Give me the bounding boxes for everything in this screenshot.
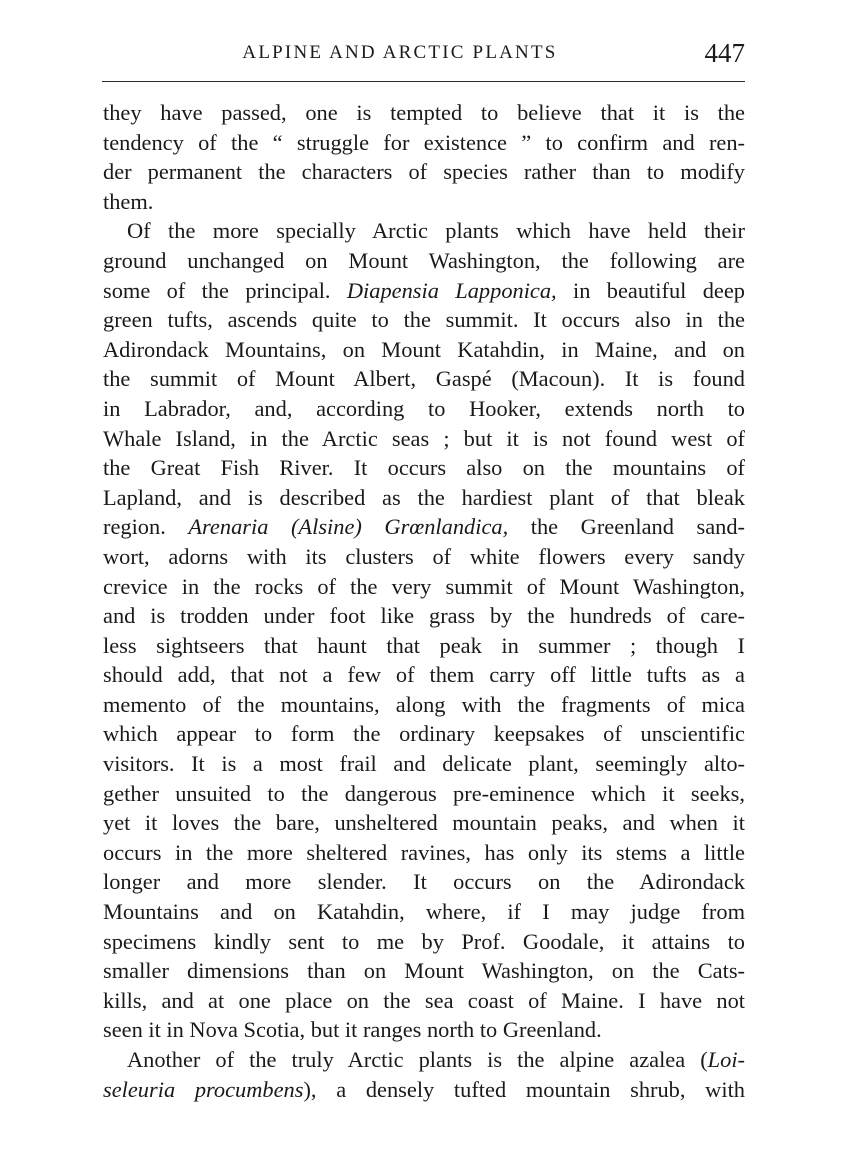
text-line: Of the more specially Arctic plants which have held their [127, 218, 745, 244]
text-line: gether unsuited to the dangerous pre-eminence which it seeks, [103, 780, 745, 806]
text-line: specimens kindly sent to me by Prof. Goodale, it attains to [103, 928, 745, 954]
running-head [100, 38, 745, 78]
text-line: memento of the mountains, along with the fragments of mica [103, 691, 745, 717]
text-line: longer and more slender. It occurs on the Adirondack [103, 869, 745, 895]
text-line: should add, that not a few of them carry off little tufts as a [103, 662, 745, 688]
text-line: tendency of the “ struggle for existence ” to confirm and ren- [103, 129, 745, 155]
text-line: smaller dimensions than on Mount Washington, on the Cats- [103, 958, 745, 984]
text-line: they have passed, one is tempted to believe that it is the [103, 100, 745, 125]
text-line: seleuria procumbens), a densely tufted mountain shrub, with [103, 1076, 745, 1102]
page-number: 447 [704, 38, 745, 68]
text-line: the summit of Mount Albert, Gaspé (Macoun). It is found [103, 366, 745, 392]
text-line: green tufts, ascends quite to the summit. It occurs also in the [103, 307, 745, 333]
paragraph [103, 216, 745, 1045]
text-line: some of the principal. Diapensia Lapponica, in beautiful deep [103, 277, 745, 303]
italic-taxon: Loi- [707, 1047, 745, 1072]
text-line: der permanent the characters of species rather than to modify [103, 159, 745, 185]
text-line: them. [103, 188, 154, 214]
italic-taxon: Arenaria (Alsine) Grœnlandica, [188, 514, 509, 540]
text-line: crevice in the rocks of the very summit of Mount Washington, [103, 573, 745, 599]
text-line: the Great Fish River. It occurs also on the mountains of [103, 455, 745, 481]
text-line: region. Arenaria (Alsine) Grœnlandica, the Greenland sand- [103, 514, 745, 540]
text-line: occurs in the more sheltered ravines, has only its stems a little [103, 839, 745, 865]
paragraph [103, 1045, 745, 1104]
header-rule [102, 81, 745, 82]
text-line: Mountains and on Katahdin, where, if I may judge from [103, 899, 745, 925]
text-line: Another of the truly Arctic plants is the alpine azalea (Loi- [127, 1047, 745, 1072]
paragraph [103, 98, 745, 216]
text-line: Whale Island, in the Arctic seas ; but it is not found west of [103, 425, 745, 451]
text-line: seen it in Nova Scotia, but it ranges north to Greenland. [103, 1017, 602, 1043]
text-line: Adirondack Mountains, on Mount Katahdin, in Maine, and on [103, 336, 745, 362]
text-line: wort, adorns with its clusters of white flowers every sandy [103, 543, 745, 569]
text-line: less sightseers that haunt that peak in summer ; though I [103, 632, 745, 658]
text-line: visitors. It is a most frail and delicate plant, seemingly alto- [103, 751, 745, 777]
text-line: Lapland, and is described as the hardiest plant of that bleak [103, 484, 745, 510]
body-text [103, 98, 745, 1104]
text-line: which appear to form the ordinary keepsakes of unscientific [103, 721, 745, 747]
text-line: in Labrador, and, according to Hooker, extends north to [103, 395, 745, 421]
italic-taxon: seleuria procumbens [103, 1076, 304, 1102]
text-line: ground unchanged on Mount Washington, the following are [103, 247, 745, 273]
running-title: ALPINE AND ARCTIC PLANTS [242, 42, 558, 63]
text-line: yet it loves the bare, unsheltered mountain peaks, and when it [103, 810, 745, 836]
text-line: and is trodden under foot like grass by the hundreds of care- [103, 603, 745, 629]
text-line: kills, and at one place on the sea coast of Maine. I have not [103, 987, 745, 1013]
italic-taxon: Diapensia Lapponica, [346, 277, 557, 303]
